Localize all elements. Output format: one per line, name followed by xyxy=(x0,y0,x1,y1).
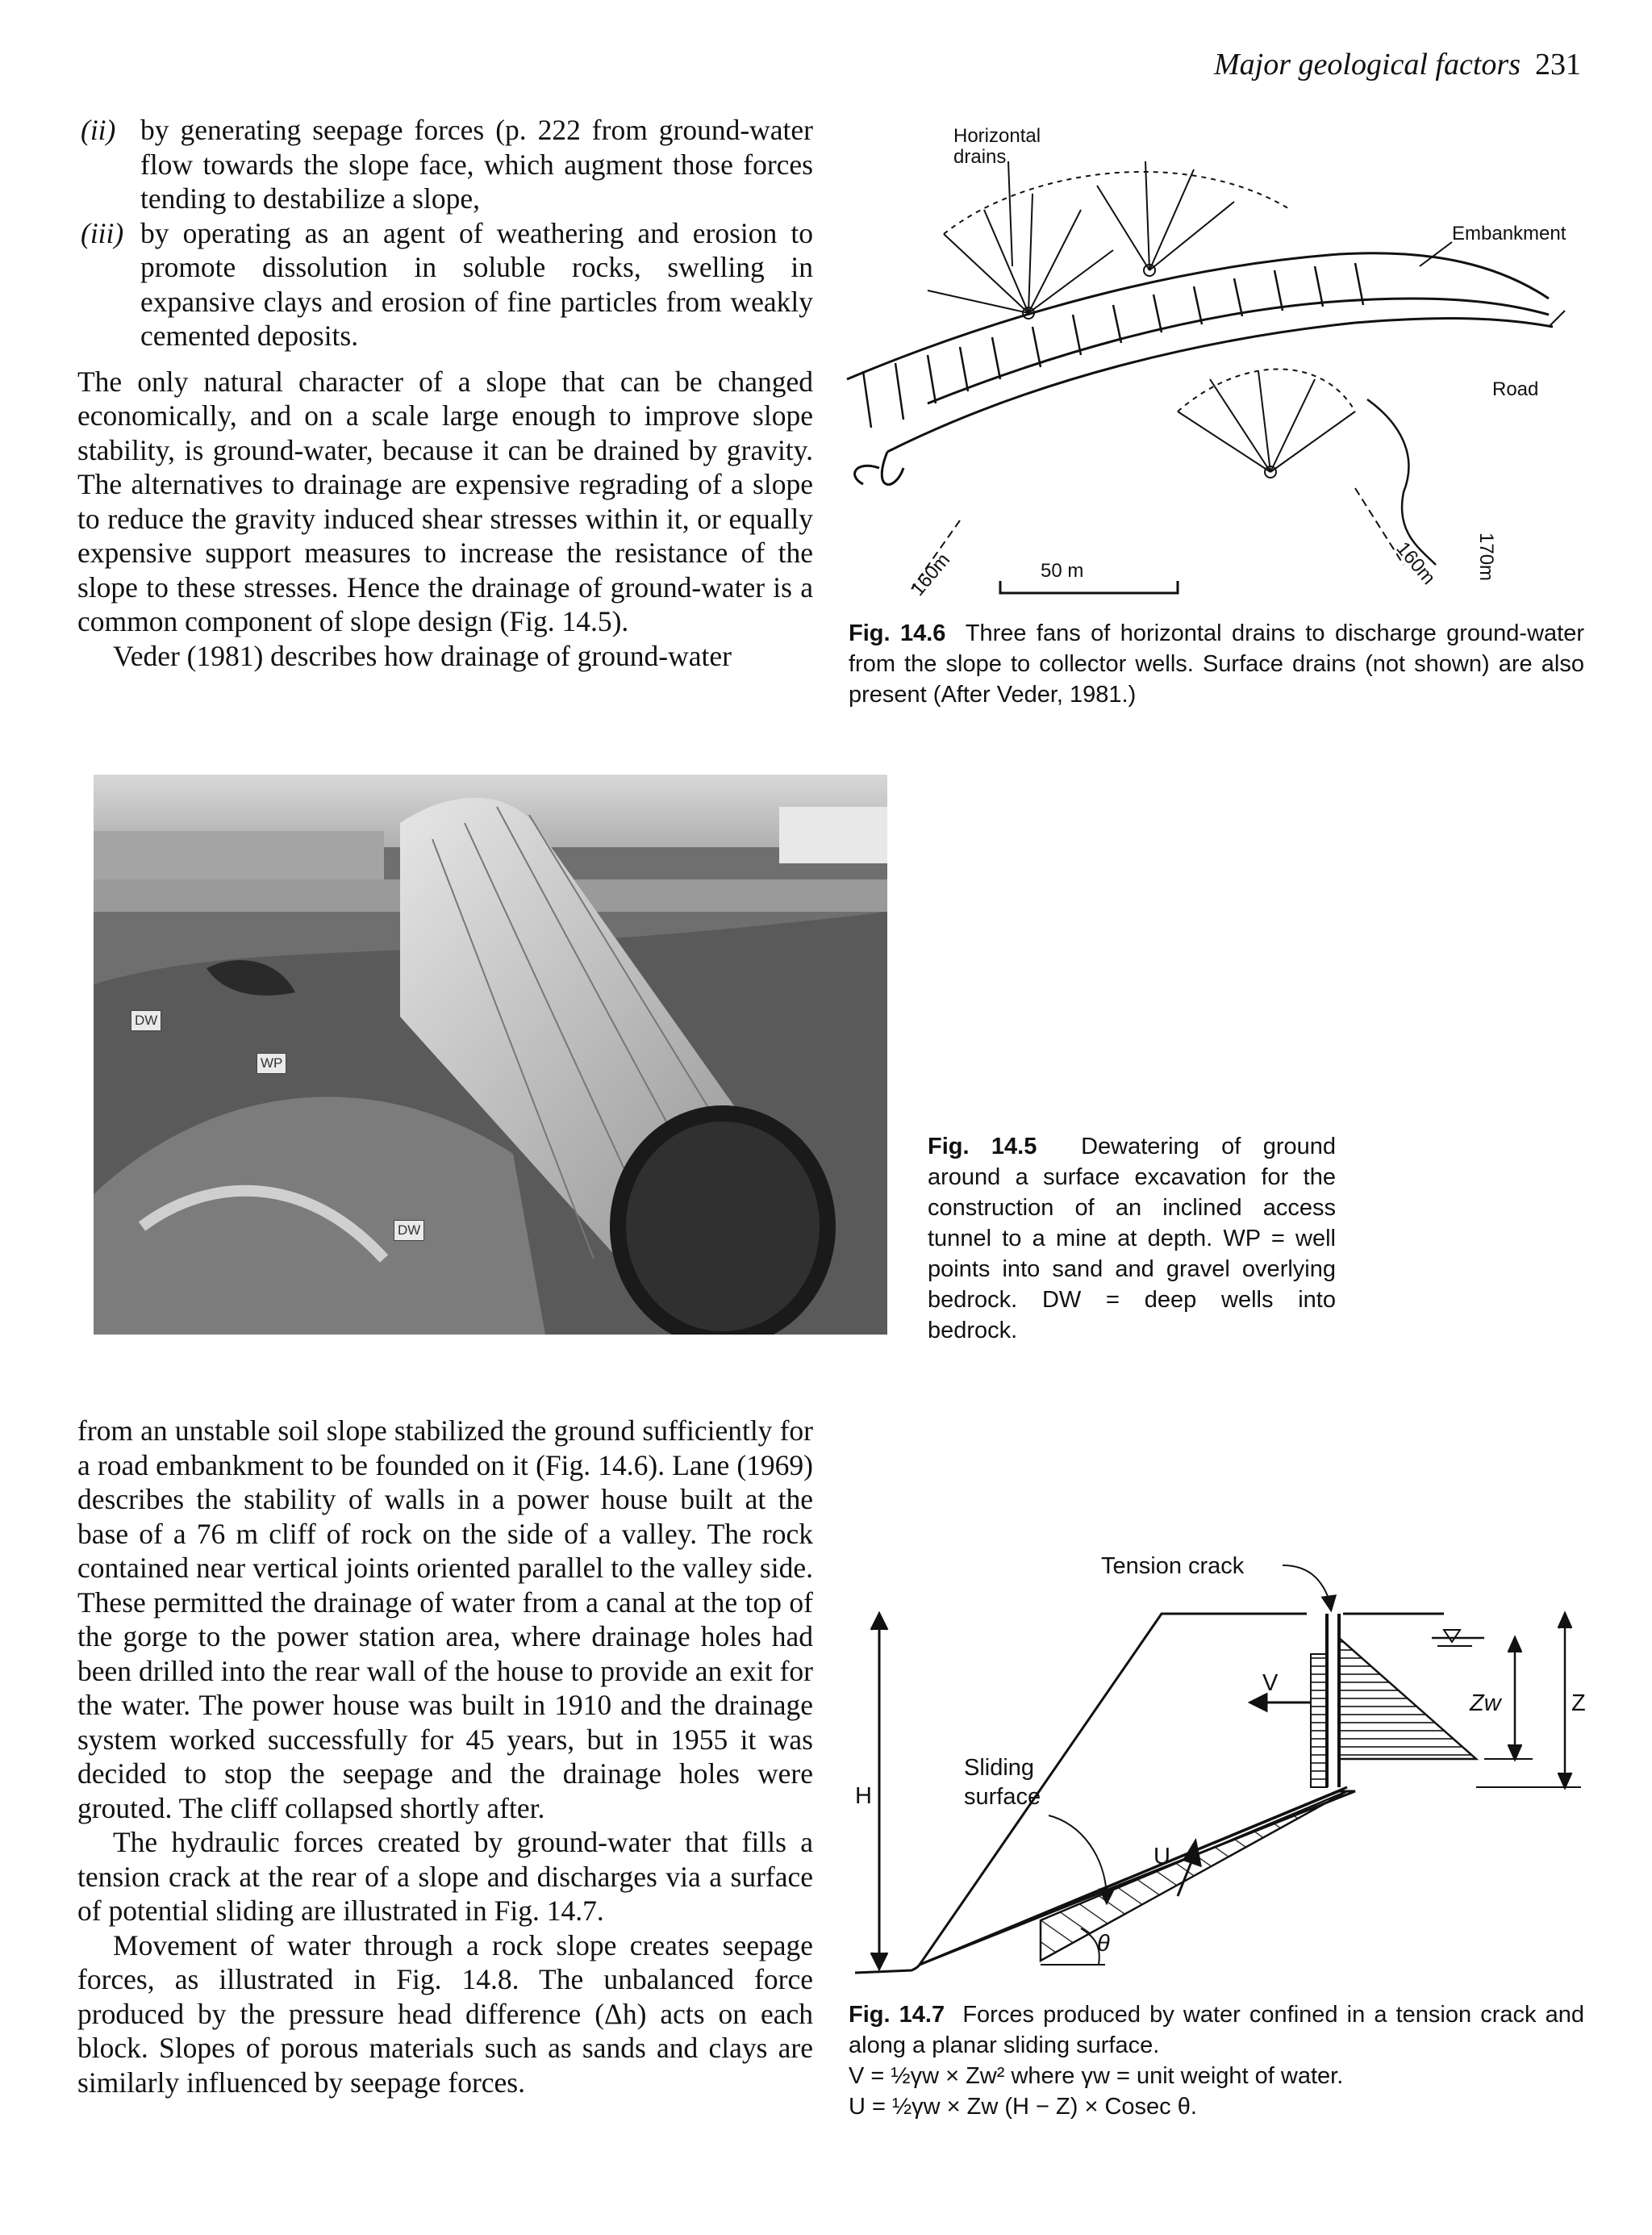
fig-14-5-photo xyxy=(94,775,887,1335)
caption-text: Three fans of horizontal drains to discharge ground-water from the slope to collector wells. Surface drains (not shown) are also present (After Veder, 1981.) xyxy=(849,620,1585,708)
paragraph: The hydraulic forces created by ground-water that fills a tension crack at the rear of a slope and discharges via a surface of potential sliding are illustrated in Fig. 14.7. xyxy=(77,1826,813,1927)
paragraph: Veder (1981) describes how drainage of ground-water xyxy=(113,639,732,672)
caption-equation-v: V = ½γw × Zw² where γw = unit weight of water. xyxy=(849,2063,1344,2089)
label-170m: 170m xyxy=(1475,533,1497,582)
caption-number: Fig. 14.6 xyxy=(849,620,946,646)
list-label: (iii) xyxy=(81,216,124,249)
fig-14-5-caption xyxy=(928,1131,1336,1346)
label-160m-right: 160m xyxy=(1391,537,1440,589)
label-theta: θ xyxy=(1097,1931,1110,1957)
label-V: V xyxy=(1262,1670,1279,1696)
label-scale: 50 m xyxy=(1041,560,1084,582)
column1-top-text xyxy=(77,113,813,673)
photo-label-wp: WP xyxy=(257,1053,286,1074)
label-sliding: Sliding xyxy=(964,1755,1035,1781)
paragraph: The only natural character of a slope that can be changed economically, and on a scale large enough to improve slope stability, is ground-water, because it can be drained by gravity. The alternatives to drainage are expensive regrading of a slope to reduce the gravity induced shear stresses within it, or equally expensive support measures to increase the resistance of the slope to these stresses. Hence the drainage of ground-water is a common component of slope design (Fig. 14.5). xyxy=(77,365,813,637)
label-160m-left: 160m xyxy=(906,549,955,600)
road-curl-2 xyxy=(882,452,903,484)
label-tension-crack: Tension crack xyxy=(1101,1553,1245,1579)
column1-bottom-text xyxy=(77,1414,813,2099)
photo-illustration xyxy=(94,775,887,1335)
list-text: by generating seepage forces (p. 222 from ground-water flow towards the slope face, which augment those forces tending to destabilize a slope, xyxy=(140,114,813,215)
photo-label-dw-upper: DW xyxy=(131,1010,161,1031)
label-road: Road xyxy=(1492,378,1539,400)
slope-hatching xyxy=(863,263,1363,428)
fig-14-6-diagram xyxy=(839,113,1589,613)
label-H: H xyxy=(855,1783,872,1809)
road-line-2 xyxy=(887,319,1553,452)
caption-number: Fig. 14.7 xyxy=(849,2002,945,2028)
caption-number: Fig. 14.5 xyxy=(928,1134,1037,1159)
paragraph: from an unstable soil slope stabilized the ground sufficiently for a road embankment to be founded on it (Fig. 14.6). Lane (1969) describes the stability of walls in a power house built at the base of a 76 m cliff of rock on the side of a valley. The rock contained near vertical joints oriented parallel to the valley side. These permitted the drainage of water from a canal at the top of the gorge to the power station area, where drainage holes had been drilled into the rear wall of the house to provide an exit for the water. The power house was built in 1910 and the drainage system worked successfully for 45 years, but in 1955 it was decided to stop the seepage and the drainage holes were grouted. The cliff collapsed shortly after. xyxy=(77,1414,813,1824)
page-number: 231 xyxy=(1535,48,1581,81)
label-drains: drains xyxy=(953,146,1007,168)
caption-text: Forces produced by water confined in a tension crack and along a planar sliding surface. xyxy=(849,2002,1584,2058)
label-Zw: Zw xyxy=(1470,1690,1501,1716)
list-text: by operating as an agent of weathering and erosion to promote dissolution in soluble rocks, swelling in expansive clays and erosion of fine particles from weakly cemented deposits. xyxy=(140,216,813,352)
caption-text: Dewatering of ground around a surface excavation for the construction of an inclined access tunnel to a mine at depth. WP = well points into sand and gravel overlying bedrock. DW = deep wells into bedrock. xyxy=(928,1134,1336,1343)
list-item-iii xyxy=(77,216,813,353)
paragraph: Movement of water through a rock slope creates seepage forces, as illustrated in Fig. 14.8. The unbalanced force produced by the pressure head difference (Δh) acts on each block. Slopes of porous materials such as sands and clays are similarly influenced by seepage forces. xyxy=(77,1928,813,2099)
fig-14-7-caption xyxy=(849,1999,1584,2122)
drain-fans xyxy=(928,161,1355,478)
list-label: (ii) xyxy=(81,114,116,146)
u-pressure-triangle xyxy=(1041,1791,1347,1961)
fig-14-6-caption xyxy=(849,618,1584,710)
running-header xyxy=(1214,47,1581,82)
embankment-top-line xyxy=(847,253,1549,379)
label-embankment: Embankment xyxy=(1452,223,1566,244)
label-U: U xyxy=(1153,1844,1170,1869)
label-horizontal: Horizontal xyxy=(953,125,1041,147)
v-pressure-triangle xyxy=(1339,1638,1476,1759)
label-Z: Z xyxy=(1571,1690,1586,1716)
road-curl xyxy=(855,466,879,484)
running-title: Major geological factors xyxy=(1214,48,1521,81)
label-surface: surface xyxy=(964,1784,1041,1810)
road-line-1 xyxy=(928,299,1549,403)
list-item-ii xyxy=(77,113,813,216)
caption-equation-u: U = ½γw × Zw (H − Z) × Cosec θ. xyxy=(849,2094,1197,2120)
fig-14-7-diagram xyxy=(839,1541,1589,1993)
photo-label-dw-lower: DW xyxy=(394,1220,424,1241)
